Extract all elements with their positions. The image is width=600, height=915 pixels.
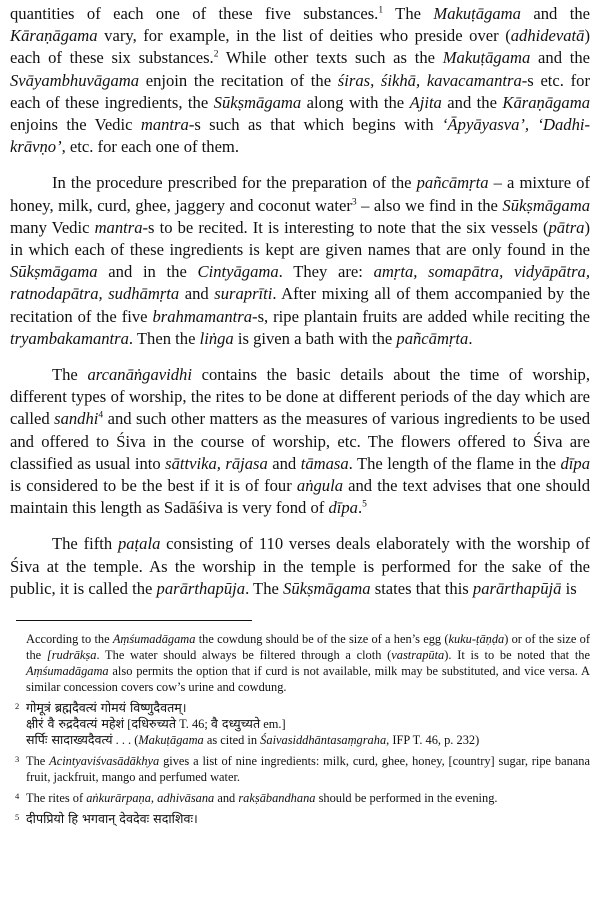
italic-term: [rudrākṣa xyxy=(46,648,97,663)
footnote-3-text xyxy=(26,754,590,784)
text-run: and xyxy=(179,284,215,304)
footnote-1 xyxy=(10,631,590,695)
text-run: In the procedure prescribed for the preparation of the xyxy=(52,173,417,193)
text-run: and in the xyxy=(97,262,198,282)
italic-term: pañcāmṛta xyxy=(416,173,489,193)
text-run: , etc. for each one of them. xyxy=(61,137,239,157)
text-run: . xyxy=(357,498,363,518)
footnote-ref: 2 xyxy=(213,49,219,60)
text-run: The xyxy=(383,4,434,23)
italic-term: parārthapūjā xyxy=(472,578,562,598)
text-run: The fifth xyxy=(52,534,118,554)
text-run: consisting of 110 verses deals elaborately with the worship of Śiva at the temple. As the worship in the temple is performed for the sake of the public, it is called the xyxy=(10,534,590,598)
text-run: along with the xyxy=(301,92,410,112)
italic-term: śiras, śikhā, kavacamantra xyxy=(337,70,522,90)
footnote-5 xyxy=(10,811,590,827)
italic-term: aṅkurārpaṇa, adhivāsana xyxy=(86,791,215,806)
footnote-ref: 4 xyxy=(98,410,104,421)
text-run: and such other matters as the measures of various ingredients to be used and offered to Śiva in the course of worship, etc. The flowers offered to Śiva are classified as usual into xyxy=(10,409,591,473)
text-run: many Vedic xyxy=(10,217,95,237)
text-run: The xyxy=(26,754,50,769)
italic-term: adhidevatā xyxy=(510,26,585,46)
sanskrit-verse: सर्पिः सादाख्यदैवत्यं xyxy=(26,732,113,748)
italic-term: pañcāmṛta xyxy=(396,328,469,348)
text-run: vary, for example, in the list of deities who preside over ( xyxy=(97,26,511,46)
italic-term: Acintyaviśvasādākhya xyxy=(49,754,160,769)
text-run: . They are: xyxy=(278,262,374,282)
footnote-5-marker: 5 xyxy=(15,812,20,823)
italic-term: Makuṭāgama xyxy=(138,733,204,748)
italic-term: Ajita xyxy=(409,92,442,112)
paragraph-1 xyxy=(10,3,590,158)
text-run: and the text advises that one should maintain this length as Sadāśiva is very fond of xyxy=(10,476,590,518)
text-run: and the xyxy=(530,48,590,68)
text-run: states that this xyxy=(370,578,473,598)
text-run: , IFP T. 46, p. 232) xyxy=(386,733,480,748)
text-run: and the xyxy=(441,92,503,112)
text-run: -s etc. for each of these ingredients, the xyxy=(10,70,590,112)
italic-term: mantra xyxy=(140,115,189,135)
sanskrit-verse: दधिरुच्यते xyxy=(131,716,177,732)
text-run: gives a list of nine ingredients: milk, curd, ghee, honey, [country] sugar, ripe banana fruit, jackfruit, mango and perfumed water. xyxy=(26,754,590,785)
footnote-separator xyxy=(16,620,252,621)
footnote-2-marker: 2 xyxy=(15,701,20,712)
italic-term: arcanāṅgavidhi xyxy=(87,365,192,385)
text-run: is xyxy=(561,578,577,598)
text-run: . xyxy=(468,328,473,348)
italic-term: Cintyāgama xyxy=(197,262,279,282)
text-run: ) in which each of these ingredients is kept are given names that are only found in the xyxy=(10,217,590,260)
footnote-3-marker: 3 xyxy=(15,754,20,765)
italic-term: dīpa xyxy=(328,498,358,518)
footnote-4-marker: 4 xyxy=(15,791,20,802)
text-run: em.] xyxy=(260,717,286,732)
text-run: . The xyxy=(245,578,284,598)
italic-term: tryambakamantra xyxy=(10,328,129,348)
sanskrit-verse: गोमूत्रं ब्रह्मदैवत्यं गोमयं विष्णुदैवतम्। xyxy=(26,700,187,716)
text-run: ). It is to be noted that the xyxy=(444,648,590,663)
text-run: . . . ( xyxy=(112,733,139,748)
italic-term: Kāraṇāgama xyxy=(10,26,98,46)
italic-term: aṅgula xyxy=(296,476,343,496)
text-run: -s to be recited. It is interesting to note that the six vessels ( xyxy=(142,217,549,237)
paragraph-4 xyxy=(10,533,590,600)
italic-term: Kāraṇāgama xyxy=(502,92,590,112)
text-run: and the xyxy=(520,4,590,23)
text-run: enjoins the Vedic xyxy=(10,115,141,135)
text-run: T. 46; xyxy=(176,717,211,732)
italic-term: pātra xyxy=(548,217,585,237)
text-run: also permits the option that if curd is not available, milk may be substituted, and vice versa. A similar concession covers cow’s urine and cowdung. xyxy=(26,664,590,695)
italic-term: brahmamantra xyxy=(152,306,253,326)
text-run: . Then the xyxy=(128,328,200,348)
italic-term: Sūkṣmāgama xyxy=(283,578,371,598)
text-run: enjoin the recitation of the xyxy=(139,70,338,90)
italic-term: mantra xyxy=(94,217,143,237)
text-run: should be performed in the evening. xyxy=(315,791,498,806)
italic-term: vastrapūta xyxy=(391,648,445,663)
footnote-ref: 3 xyxy=(351,197,357,208)
italic-term: kuku-ṭāṇḍa xyxy=(448,632,505,647)
italic-term: ‘Āpyāyasva’, ‘Dadhi-krāvṇo’ xyxy=(10,115,590,157)
text-run: The rites of xyxy=(26,791,87,806)
text-run: as cited in xyxy=(203,733,261,748)
italic-term: parārthapūja xyxy=(156,578,246,598)
footnote-4 xyxy=(10,790,590,806)
italic-term: Makuṭāgama xyxy=(442,48,531,68)
text-run: and xyxy=(214,791,239,806)
text-run: The xyxy=(52,365,88,385)
italic-term: Aṃśumadāgama xyxy=(26,664,109,679)
text-run: ) each of these six substances. xyxy=(10,26,590,68)
italic-term: Sūkṣmāgama xyxy=(502,195,590,215)
italic-term: Svāyambhuvāgama xyxy=(10,70,140,90)
footnote-4-text xyxy=(26,791,498,805)
italic-term: Aṃśumadāgama xyxy=(112,632,196,647)
italic-term: dīpa xyxy=(560,453,591,473)
footnote-3 xyxy=(10,753,590,785)
text-run: and xyxy=(267,453,301,473)
paragraph-3 xyxy=(10,364,590,519)
footnote-1-text xyxy=(26,632,590,694)
footnote-2-line-2 xyxy=(26,716,590,732)
text-run: . The length of the flame in the xyxy=(348,453,561,473)
text-run: – a mixture of honey, milk, curd, ghee, jaggery and coconut water xyxy=(10,173,590,215)
text-run: . After mixing all of them accompanied by the recitation of the five xyxy=(10,284,590,326)
italic-term: sandhi xyxy=(54,409,99,429)
italic-term: sāttvika, rājasa xyxy=(165,453,268,473)
italic-term: amṛta, somapātra, vidyāpātra, ratnodapātra, sudhāmṛta xyxy=(10,262,590,304)
footnote-ref: 1 xyxy=(378,5,384,16)
italic-term: paṭala xyxy=(117,534,161,554)
text-run: contains the basic details about the time of worship, different types of worship, the rites to be done at different periods of the day which are called xyxy=(10,365,590,429)
text-run: . The water should always be filtered through a cloth ( xyxy=(96,648,392,663)
footnote-2 xyxy=(10,700,590,748)
footnotes xyxy=(10,631,590,827)
text-run: is given a bath with the xyxy=(233,328,397,348)
text-run: [ xyxy=(124,717,132,732)
italic-term: tāmasa xyxy=(300,453,349,473)
italic-term: rakṣābandhana xyxy=(238,791,316,806)
text-run: the cowdung should be of the size of a hen’s egg ( xyxy=(195,632,449,647)
sanskrit-verse: वै दध्युच्यते xyxy=(210,716,261,732)
sanskrit-verse: दीपप्रियो हि भगवान् देवदेवः सदाशिवः। xyxy=(26,811,198,827)
text-run: According to the xyxy=(26,632,113,647)
text-run: -s such as that which begins with xyxy=(188,115,442,135)
text-run: is considered to be the best if it is of four xyxy=(10,476,297,496)
italic-term: Śaivasiddhāntasaṃgraha xyxy=(260,733,387,748)
text-run: While other texts such as the xyxy=(218,48,443,68)
footnote-ref: 5 xyxy=(362,499,367,510)
italic-term: Sūkṣmāgama xyxy=(213,92,302,112)
sanskrit-verse: क्षीरं वै रुद्रदैवत्यं महेशं xyxy=(26,716,125,732)
text-run: ) or of the size of the xyxy=(26,632,590,663)
italic-term: Makuṭāgama xyxy=(433,4,521,23)
text-run: quantities of each one of these five substances. xyxy=(10,4,379,23)
italic-term: liṅga xyxy=(199,328,234,348)
italic-term: Sūkṣmāgama xyxy=(10,262,98,282)
footnote-2-line-3 xyxy=(26,732,590,748)
text-run: -s, ripe plantain fruits are added while reciting the xyxy=(252,306,590,326)
text-run: – also we find in the xyxy=(356,195,503,215)
paragraph-2 xyxy=(10,172,590,350)
footnote-2-line-1 xyxy=(26,700,590,716)
footnote-5-text xyxy=(26,812,198,826)
italic-term: suraprīti xyxy=(214,284,273,304)
